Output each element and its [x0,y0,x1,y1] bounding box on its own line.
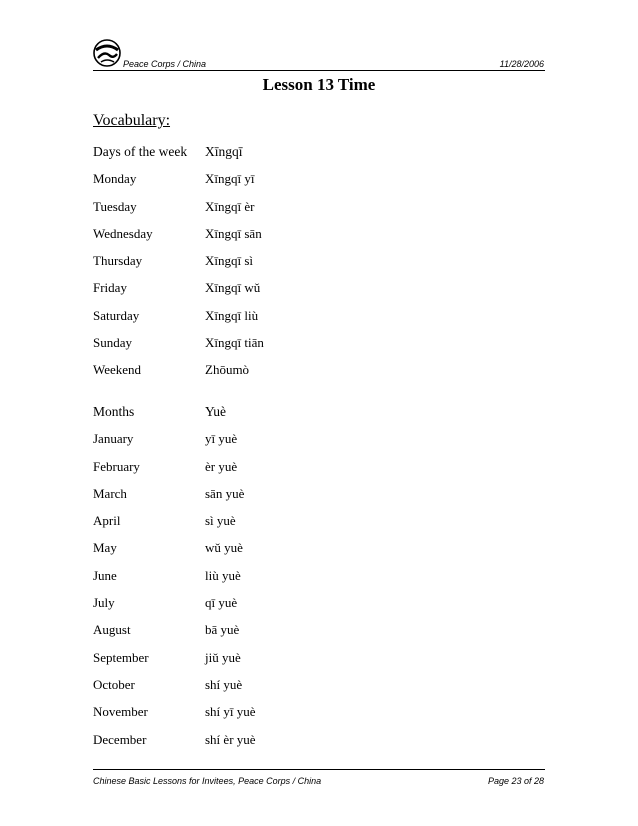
header-org: Peace Corps / China [123,59,207,69]
months-table [93,404,453,759]
english-term: Saturday [93,307,140,323]
pinyin-term: Zhōumò [205,362,250,378]
table-row [93,486,453,513]
table-row [93,171,453,198]
table-row [93,540,453,567]
table-row [93,362,453,389]
footer-divider [93,769,545,770]
english-term: Friday [93,280,127,296]
pinyin-term: wǔ yuè [205,540,243,556]
days-header-row [93,144,453,171]
english-term: Thursday [93,253,143,269]
table-row [93,622,453,649]
table-row [93,280,453,307]
pinyin-term: yī yuè [205,431,238,447]
pinyin-term: Xīngqī sān [205,225,262,241]
pinyin-term: shí yuè [205,676,243,692]
page-number: Page 23 of 28 [487,776,544,786]
months-header-row [93,404,453,431]
days-header-english: Days of the week [93,144,188,159]
english-term: January [93,431,134,447]
days-header-pinyin: Xīngqī [205,144,243,159]
pinyin-term: shí yī yuè [205,704,256,720]
pinyin-term: jiǔ yuè [205,649,241,665]
english-term: December [93,731,147,747]
english-term: September [93,649,149,665]
table-row [93,431,453,458]
pinyin-term: bā yuè [205,622,240,638]
english-term: Tuesday [93,198,137,214]
english-term: November [93,704,148,720]
table-row [93,199,453,226]
table-row [93,459,453,486]
english-term: October [93,676,135,692]
table-row [93,335,453,362]
english-term: June [93,567,117,583]
table-row [93,513,453,540]
english-term: March [93,485,127,501]
english-term: April [93,513,121,529]
english-term: Monday [93,171,137,187]
days-table [93,144,453,390]
pinyin-term: sì yuè [205,513,236,529]
english-term: February [93,458,140,474]
header-date: 11/28/2006 [499,59,544,69]
table-row [93,308,453,335]
months-header-english: Months [93,404,135,419]
section-heading: Vocabulary: [93,112,171,129]
page-title: Lesson 13 Time [262,75,376,94]
pinyin-term: qī yuè [205,595,238,611]
pinyin-term: Xīngqī yī [205,171,255,187]
table-row [93,650,453,677]
english-term: July [93,595,115,611]
table-row [93,226,453,253]
table-row [93,595,453,622]
english-term: Wednesday [93,225,153,241]
english-term: May [93,540,117,556]
pinyin-term: Xīngqī wǔ [205,280,261,296]
english-term: August [93,622,131,638]
pinyin-term: Xīngqī èr [205,198,255,214]
pinyin-term: Xīngqī sì [205,253,254,269]
header-divider [93,70,545,71]
footer-title: Chinese Basic Lessons for Invitees, Peace Corps / China [93,776,322,786]
months-header-pinyin: Yuè [205,404,226,419]
table-row [93,677,453,704]
table-row [93,568,453,595]
pinyin-term: shí èr yuè [205,731,256,747]
pinyin-term: Xīngqī liù [205,307,259,323]
english-term: Sunday [93,335,132,351]
peace-corps-logo-icon [92,38,122,68]
english-term: Weekend [93,362,142,378]
table-row [93,253,453,280]
pinyin-term: Xīngqī tiān [205,335,264,351]
table-row [93,704,453,731]
pinyin-term: sān yuè [205,485,245,501]
pinyin-term: liù yuè [205,567,241,583]
table-row [93,732,453,759]
pinyin-term: èr yuè [205,458,238,474]
